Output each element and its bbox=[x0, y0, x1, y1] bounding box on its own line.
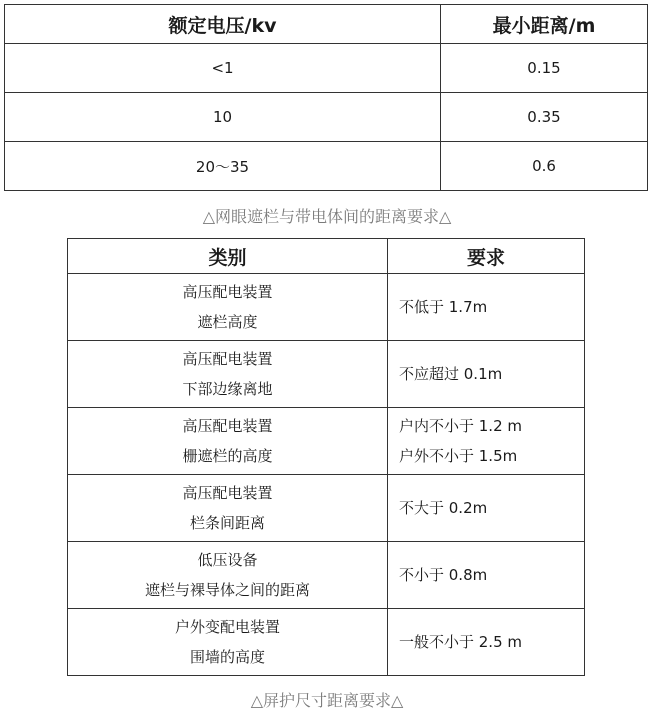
requirement-cell bbox=[388, 542, 585, 609]
requirement-cell bbox=[388, 408, 585, 475]
table-row bbox=[5, 44, 648, 93]
requirement-line: 一般不小于 2.5 m bbox=[399, 633, 523, 651]
table-header-row bbox=[5, 5, 648, 44]
category-line: 遮栏高度 bbox=[197, 313, 258, 331]
header-category: 类别 bbox=[68, 239, 388, 274]
voltage-cell: <1 bbox=[5, 44, 441, 93]
category-cell bbox=[68, 274, 388, 341]
category-line: 栅遮栏的高度 bbox=[182, 447, 273, 465]
table-row bbox=[68, 274, 585, 341]
table-row bbox=[68, 341, 585, 408]
distance-cell: 0.15 bbox=[441, 44, 648, 93]
category-line: 遮栏与裸导体之间的距离 bbox=[144, 581, 310, 599]
category-line: 高压配电装置 bbox=[182, 283, 273, 301]
distance-cell: 0.6 bbox=[441, 142, 648, 191]
requirement-line: 不大于 0.2m bbox=[399, 499, 488, 517]
category-line: 栏条间距离 bbox=[189, 514, 265, 532]
requirement-line: 不小于 0.8m bbox=[399, 566, 488, 584]
requirement-cell bbox=[388, 475, 585, 542]
distance-cell: 0.35 bbox=[441, 93, 648, 142]
category-line: 围墙的高度 bbox=[189, 648, 265, 666]
header-rated-voltage: 额定电压/kv bbox=[5, 5, 441, 44]
category-cell bbox=[68, 341, 388, 408]
shield-dimension-table bbox=[67, 238, 585, 676]
table-row bbox=[5, 142, 648, 191]
category-line: 高压配电装置 bbox=[182, 417, 273, 435]
category-line: 低压设备 bbox=[197, 551, 258, 569]
header-requirement: 要求 bbox=[388, 239, 585, 274]
table-header-row bbox=[68, 239, 585, 274]
category-cell bbox=[68, 408, 388, 475]
category-line: 高压配电装置 bbox=[182, 350, 273, 368]
category-cell bbox=[68, 542, 388, 609]
voltage-distance-table bbox=[4, 4, 648, 191]
table-row bbox=[68, 408, 585, 475]
requirement-cell bbox=[388, 341, 585, 408]
requirement-line: 不应超过 0.1m bbox=[399, 365, 503, 383]
requirement-line: 户外不小于 1.5m bbox=[399, 447, 518, 465]
table-row bbox=[68, 542, 585, 609]
voltage-cell: 10 bbox=[5, 93, 441, 142]
table-row bbox=[68, 475, 585, 542]
category-line: 高压配电装置 bbox=[182, 484, 273, 502]
requirement-line: 不低于 1.7m bbox=[399, 298, 488, 316]
table1-caption: △网眼遮栏与带电体间的距离要求△ bbox=[202, 207, 452, 226]
table2-caption: △屏护尺寸距离要求△ bbox=[250, 691, 404, 710]
header-min-distance: 最小距离/m bbox=[441, 5, 648, 44]
requirement-line: 户内不小于 1.2 m bbox=[399, 417, 523, 435]
requirement-cell bbox=[388, 609, 585, 676]
category-line: 户外变配电装置 bbox=[174, 618, 280, 636]
category-cell bbox=[68, 609, 388, 676]
voltage-cell: 20～35 bbox=[5, 142, 441, 191]
category-cell bbox=[68, 475, 388, 542]
requirement-cell bbox=[388, 274, 585, 341]
category-line: 下部边缘离地 bbox=[182, 380, 273, 398]
table-row bbox=[68, 609, 585, 676]
table-row bbox=[5, 93, 648, 142]
